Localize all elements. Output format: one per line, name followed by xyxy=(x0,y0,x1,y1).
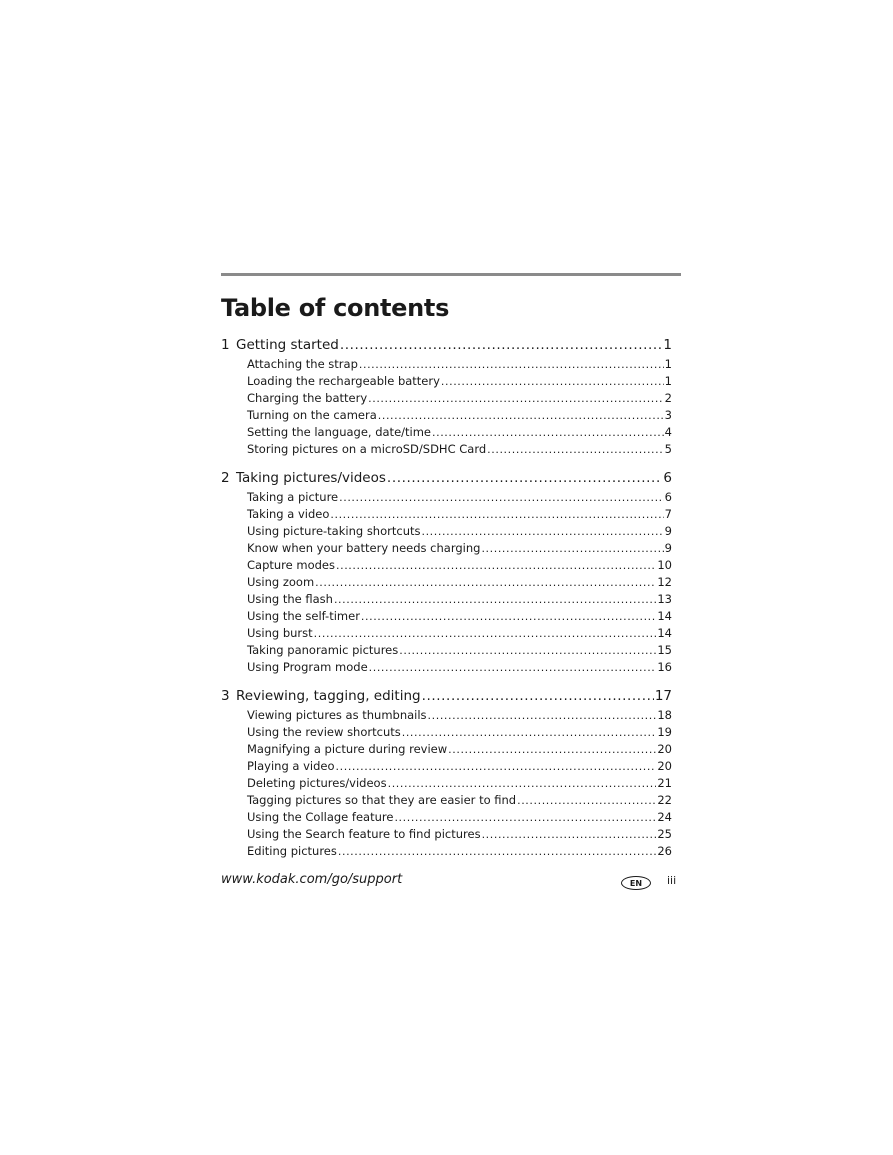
dot-leader xyxy=(428,707,657,724)
entry-title: Using the flash xyxy=(247,592,333,606)
dot-leader xyxy=(359,356,664,373)
dot-leader xyxy=(361,608,656,625)
entry-page: 19 xyxy=(657,725,672,739)
toc-entry[interactable] xyxy=(221,523,672,540)
entry-title: Setting the language, date/time xyxy=(247,425,431,439)
entry-page: 4 xyxy=(664,425,672,439)
entry-page: 21 xyxy=(657,776,672,790)
entry-title: Attaching the strap xyxy=(247,357,358,371)
entry-title: Storing pictures on a microSD/SDHC Card xyxy=(247,442,487,456)
toc-entry[interactable] xyxy=(221,758,672,775)
entry-page: 3 xyxy=(664,408,672,422)
footer-url-link[interactable]: www.kodak.com/go/support xyxy=(221,872,403,887)
entry-title: Turning on the camera xyxy=(247,408,377,422)
entry-title: Taking a picture xyxy=(247,490,339,504)
entry-page: 22 xyxy=(657,793,672,807)
toc-entry[interactable] xyxy=(221,424,672,441)
dot-leader xyxy=(448,741,656,758)
toc-entry[interactable] xyxy=(221,441,672,458)
chapter-number: 3 xyxy=(221,688,230,704)
dot-leader xyxy=(315,574,656,591)
chapter-row[interactable] xyxy=(221,335,672,356)
toc-entry[interactable] xyxy=(221,775,672,792)
toc-entry[interactable] xyxy=(221,390,672,407)
entry-title: Viewing pictures as thumbnails xyxy=(247,708,427,722)
dot-leader xyxy=(330,506,663,523)
entry-title: Using picture-taking shortcuts xyxy=(247,524,421,538)
entry-page: 16 xyxy=(657,660,672,674)
toc-entry[interactable] xyxy=(221,642,672,659)
chapter-title: Getting started xyxy=(236,337,339,353)
entry-title: Tagging pictures so that they are easier to find xyxy=(247,793,517,807)
chapter-page: 17 xyxy=(654,688,672,704)
toc-chapter-1 xyxy=(221,335,672,458)
toc-entry[interactable] xyxy=(221,659,672,676)
toc-entry[interactable] xyxy=(221,506,672,523)
dot-leader xyxy=(487,441,664,458)
entry-page: 25 xyxy=(657,827,672,841)
dot-leader xyxy=(340,335,663,356)
toc-entry[interactable] xyxy=(221,792,672,809)
chapter-page: 1 xyxy=(663,337,672,353)
entry-page: 2 xyxy=(664,391,672,405)
entry-page: 24 xyxy=(657,810,672,824)
entry-title: Using the self-timer xyxy=(247,609,360,623)
toc-entry[interactable] xyxy=(221,843,672,860)
entry-page: 1 xyxy=(664,357,672,371)
chapter-row[interactable] xyxy=(221,468,672,489)
dot-leader xyxy=(368,390,664,407)
toc-chapter-2 xyxy=(221,468,672,676)
toc-entry[interactable] xyxy=(221,356,672,373)
toc-entry[interactable] xyxy=(221,809,672,826)
dot-leader xyxy=(482,826,657,843)
entry-title: Using the review shortcuts xyxy=(247,725,401,739)
toc-entry[interactable] xyxy=(221,407,672,424)
entry-title: Know when your battery needs charging xyxy=(247,541,481,555)
entry-page: 7 xyxy=(664,507,672,521)
dot-leader xyxy=(338,843,656,860)
toc-entry[interactable] xyxy=(221,540,672,557)
dot-leader xyxy=(421,523,663,540)
dot-leader xyxy=(378,407,664,424)
toc-entry[interactable] xyxy=(221,724,672,741)
dot-leader xyxy=(369,659,657,676)
toc-chapter-3 xyxy=(221,686,672,860)
toc-entry[interactable] xyxy=(221,557,672,574)
entry-title: Using burst xyxy=(247,626,313,640)
dot-leader xyxy=(441,373,664,390)
entry-title: Editing pictures xyxy=(247,844,337,858)
entry-page: 18 xyxy=(657,708,672,722)
dot-leader xyxy=(394,809,656,826)
dot-leader xyxy=(339,489,664,506)
entry-page: 12 xyxy=(657,575,672,589)
toc-entry[interactable] xyxy=(221,489,672,506)
dot-leader xyxy=(388,775,657,792)
entry-page: 26 xyxy=(657,844,672,858)
entry-title: Capture modes xyxy=(247,558,335,572)
language-badge: EN xyxy=(621,876,651,890)
dot-leader xyxy=(314,625,657,642)
entry-page: 15 xyxy=(657,643,672,657)
toc-entry[interactable] xyxy=(221,574,672,591)
entry-page: 20 xyxy=(657,759,672,773)
entry-page: 1 xyxy=(664,374,672,388)
entry-page: 9 xyxy=(664,541,672,555)
entry-page: 6 xyxy=(664,490,672,504)
toc-entry[interactable] xyxy=(221,826,672,843)
chapter-title: Reviewing, tagging, editing xyxy=(236,688,421,704)
dot-leader xyxy=(422,686,654,707)
dot-leader xyxy=(387,468,662,489)
toc-entry[interactable] xyxy=(221,741,672,758)
entry-title: Playing a video xyxy=(247,759,335,773)
entry-title: Using zoom xyxy=(247,575,315,589)
toc-entry[interactable] xyxy=(221,707,672,724)
entry-page: 14 xyxy=(657,626,672,640)
entry-title: Using Program mode xyxy=(247,660,368,674)
page-title: Table of contents xyxy=(221,294,450,322)
dot-leader xyxy=(336,758,657,775)
entry-title: Charging the battery xyxy=(247,391,368,405)
dot-leader xyxy=(399,642,656,659)
entry-page: 9 xyxy=(664,524,672,538)
chapter-page: 6 xyxy=(663,470,672,486)
toc-entry[interactable] xyxy=(221,608,672,625)
chapter-number: 2 xyxy=(221,470,230,486)
entry-title: Using the Collage feature xyxy=(247,810,394,824)
dot-leader xyxy=(402,724,657,741)
entry-title: Magnifying a picture during review xyxy=(247,742,448,756)
dot-leader xyxy=(432,424,664,441)
dot-leader xyxy=(517,792,656,809)
entry-title: Taking panoramic pictures xyxy=(247,643,399,657)
chapter-row[interactable] xyxy=(221,686,672,707)
toc-entry[interactable] xyxy=(221,373,672,390)
header-rule xyxy=(221,273,681,276)
entry-page: 13 xyxy=(657,592,672,606)
dot-leader xyxy=(481,540,663,557)
entry-title: Loading the rechargeable battery xyxy=(247,374,440,388)
entry-title: Taking a video xyxy=(247,507,330,521)
entry-title: Deleting pictures/videos xyxy=(247,776,387,790)
toc-entry[interactable] xyxy=(221,625,672,642)
chapter-title: Taking pictures/videos xyxy=(236,470,386,486)
entry-page: 14 xyxy=(657,609,672,623)
entry-page: 10 xyxy=(657,558,672,572)
entry-title: Using the Search feature to find pictures xyxy=(247,827,481,841)
dot-leader xyxy=(334,591,656,608)
toc-list xyxy=(221,335,672,870)
dot-leader xyxy=(336,557,656,574)
entry-page: 20 xyxy=(657,742,672,756)
toc-entry[interactable] xyxy=(221,591,672,608)
entry-page: 5 xyxy=(664,442,672,456)
chapter-number: 1 xyxy=(221,337,230,353)
page-number: iii xyxy=(667,874,677,887)
